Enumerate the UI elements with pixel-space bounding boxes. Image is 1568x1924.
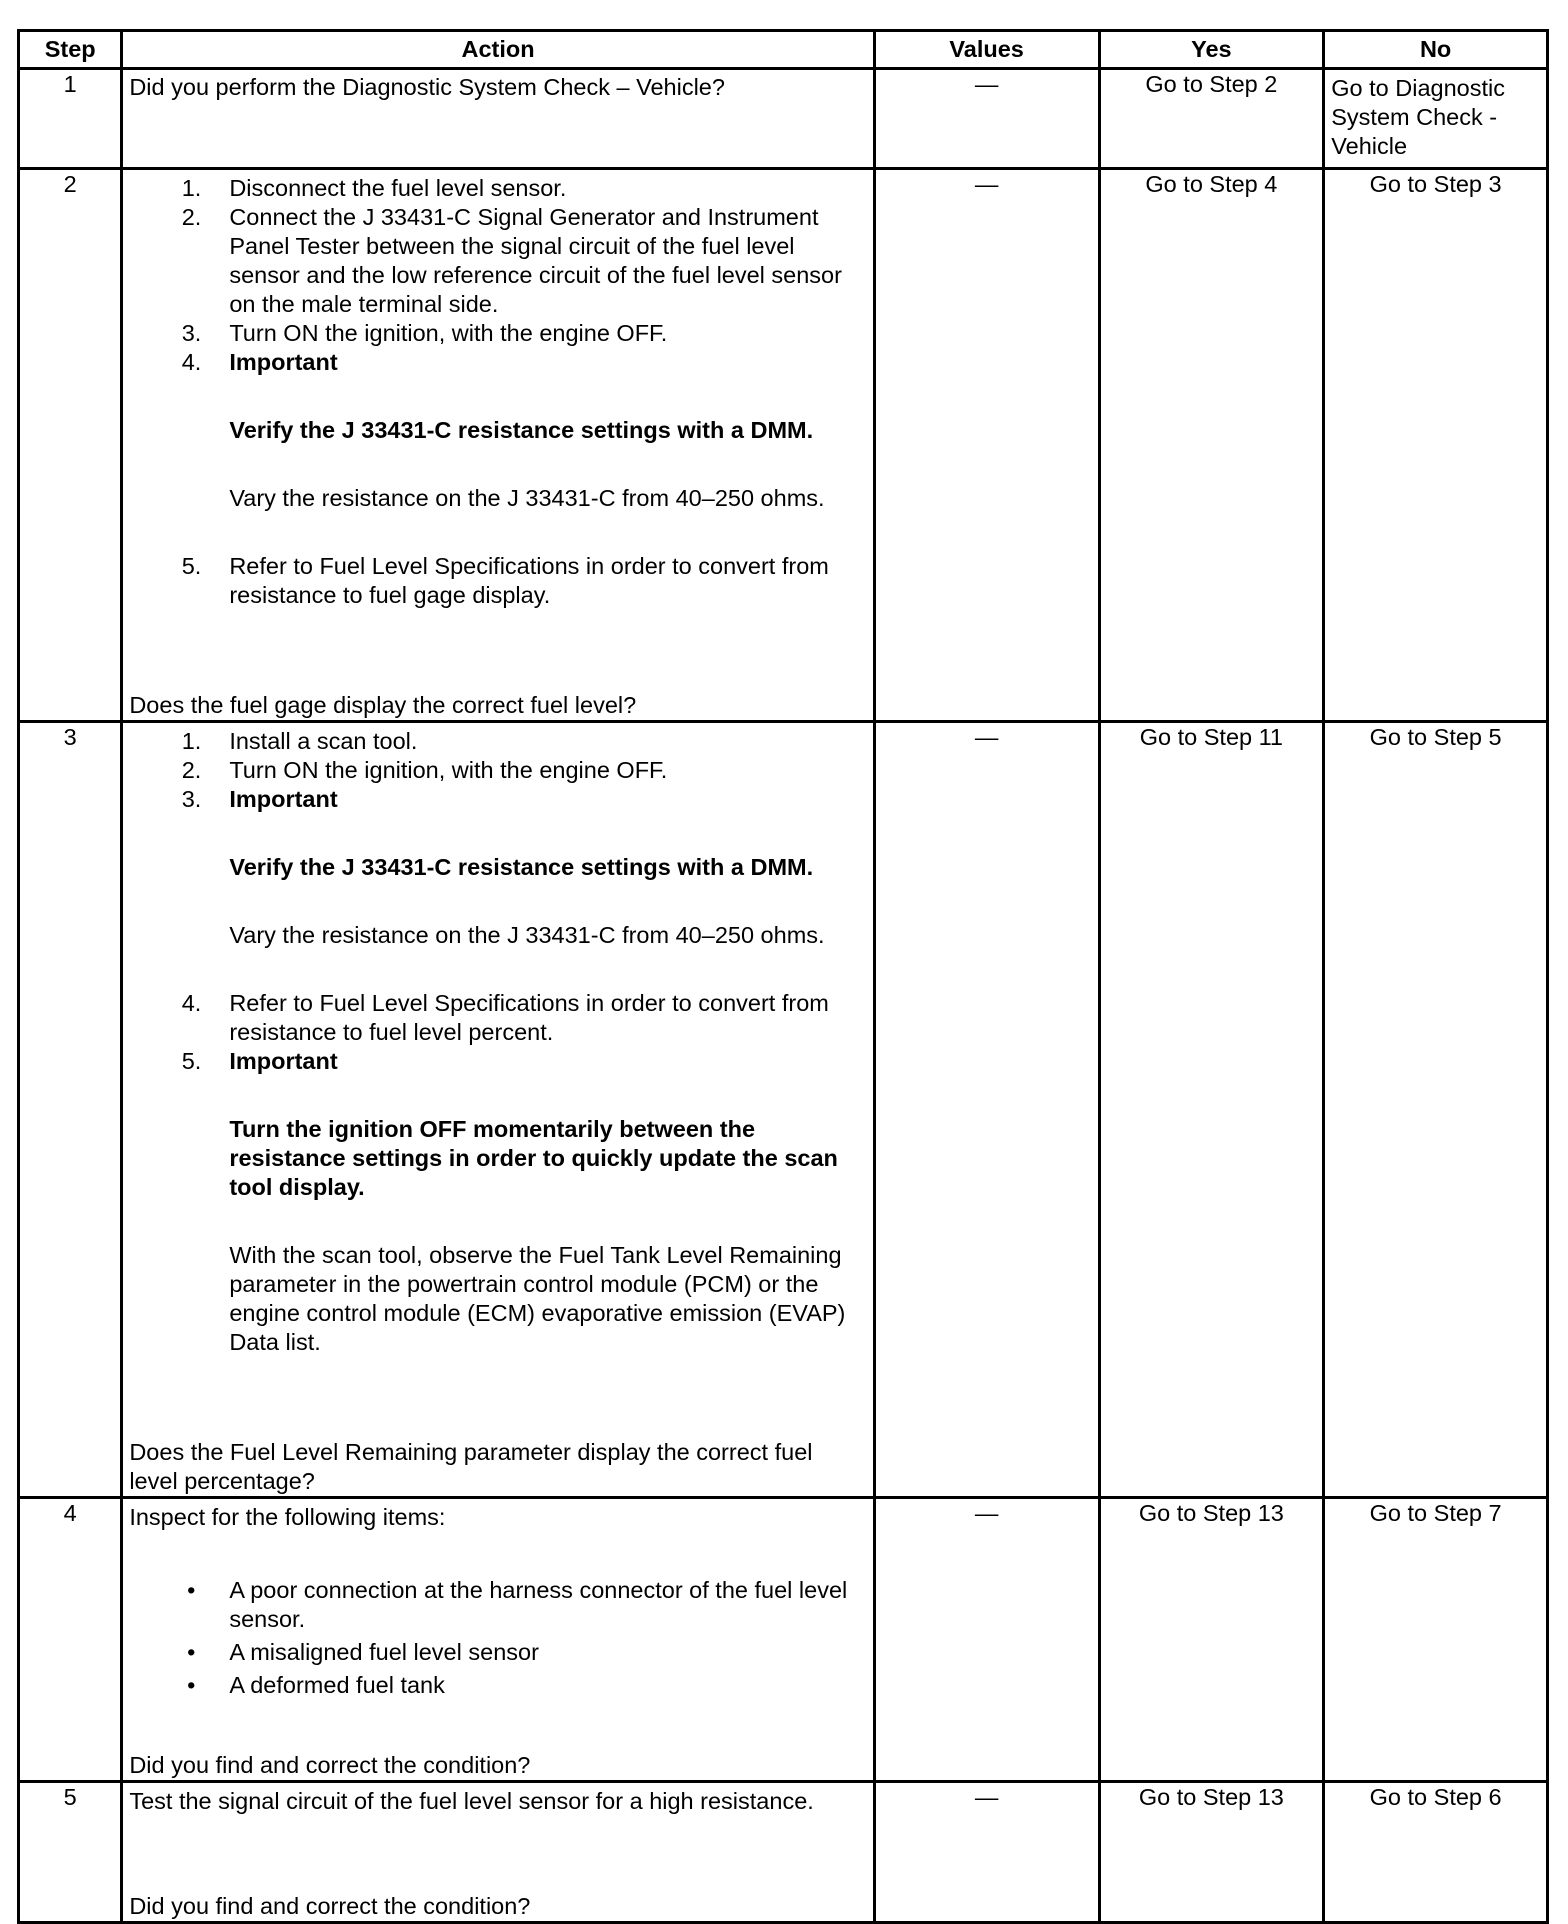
action-cell [122,169,874,722]
list-item: A poor connection at the harness connector of the fuel level sensor. [229,1577,848,1632]
header-no: No [1324,31,1548,69]
yes-cell: Go to Step 13 [1099,1498,1324,1782]
table-row [19,722,1548,1498]
important-note: Verify the J 33431-C resistance settings with a DMM. [229,417,814,443]
values-cell: — [874,722,1099,1498]
list-number: 3. [181,786,202,812]
header-values: Values [874,31,1099,69]
list-item-detail: With the scan tool, observe the Fuel Tank Level Remaining parameter in the powertrain control module (PCM) or the engine control module (ECM) evaporative emission (EVAP) Data list. [229,1242,846,1355]
yes-cell: Go to Step 13 [1099,1782,1324,1923]
diagnostic-table [17,29,1549,1924]
list-number: 4. [181,990,202,1016]
no-cell: Go to Step 6 [1324,1782,1548,1923]
list-number: 4. [181,349,202,375]
header-step: Step [19,31,122,69]
list-number: 2. [181,757,202,783]
values-cell: — [874,69,1099,169]
action-cell [122,722,874,1498]
bullet: • [187,1639,196,1665]
list-item: Refer to Fuel Level Specifications in order to convert from resistance to fuel gage display. [229,553,829,608]
action-question: Did you find and correct the condition? [129,1752,531,1778]
action-cell [122,1782,874,1923]
values-cell: — [874,1498,1099,1782]
action-question: Does the fuel gage display the correct fuel level? [129,692,637,718]
header-action: Action [122,31,874,69]
list-item: Disconnect the fuel level sensor. [229,175,567,201]
yes-cell: Go to Step 4 [1099,169,1324,722]
step-number: 4 [19,1498,122,1782]
table-row [19,1782,1548,1923]
list-number: 1. [181,175,202,201]
yes-cell: Go to Step 2 [1099,69,1324,169]
action-question: Does the Fuel Level Remaining parameter display the correct fuel level percentage? [129,1439,813,1494]
list-number: 3. [181,320,202,346]
important-note: Verify the J 33431-C resistance settings with a DMM. [229,854,814,880]
list-item: A deformed fuel tank [229,1672,445,1698]
step-number: 3 [19,722,122,1498]
no-cell: Go to Step 5 [1324,722,1548,1498]
important-label: Important [229,349,338,375]
table-row [19,1498,1548,1782]
no-cell: Go to Step 7 [1324,1498,1548,1782]
no-cell: Go to Step 3 [1324,169,1548,722]
list-item: Refer to Fuel Level Specifications in order to convert from resistance to fuel level percent. [229,990,829,1045]
important-note: Turn the ignition OFF momentarily between the resistance settings in order to quickly update the scan tool display. [229,1116,838,1200]
action-intro: Inspect for the following items: [129,1504,446,1530]
action-cell [122,1498,874,1782]
list-number: 5. [181,553,202,579]
list-item-detail: Vary the resistance on the J 33431-C from 40–250 ohms. [229,485,825,511]
list-item: Connect the J 33431-C Signal Generator and Instrument Panel Tester between the signal circuit of the fuel level sensor and the low reference circuit of the fuel level sensor on the male terminal side. [229,204,842,317]
table-row [19,169,1548,722]
yes-cell: Go to Step 11 [1099,722,1324,1498]
list-item: A misaligned fuel level sensor [229,1639,539,1665]
no-cell: Go to Diagnostic System Check - Vehicle [1324,69,1548,169]
bullet: • [187,1577,196,1603]
step-number: 1 [19,69,122,169]
header-yes: Yes [1099,31,1324,69]
list-number: 5. [181,1048,202,1074]
step-number: 2 [19,169,122,722]
bullet: • [187,1672,196,1698]
important-label: Important [229,1048,338,1074]
list-item: Turn ON the ignition, with the engine OFF. [229,757,668,783]
step-number: 5 [19,1782,122,1923]
action-question: Did you perform the Diagnostic System Check – Vehicle? [129,74,725,100]
action-question: Did you find and correct the condition? [129,1893,531,1919]
values-cell: — [874,169,1099,722]
action-cell [122,69,874,169]
header-row [19,31,1548,69]
important-label: Important [229,786,338,812]
list-item: Turn ON the ignition, with the engine OFF. [229,320,668,346]
values-cell: — [874,1782,1099,1923]
list-item-detail: Vary the resistance on the J 33431-C from 40–250 ohms. [229,922,825,948]
list-number: 2. [181,204,202,230]
list-item: Install a scan tool. [229,728,418,754]
list-number: 1. [181,728,202,754]
table-row [19,69,1548,169]
action-intro: Test the signal circuit of the fuel level sensor for a high resistance. [129,1788,814,1814]
